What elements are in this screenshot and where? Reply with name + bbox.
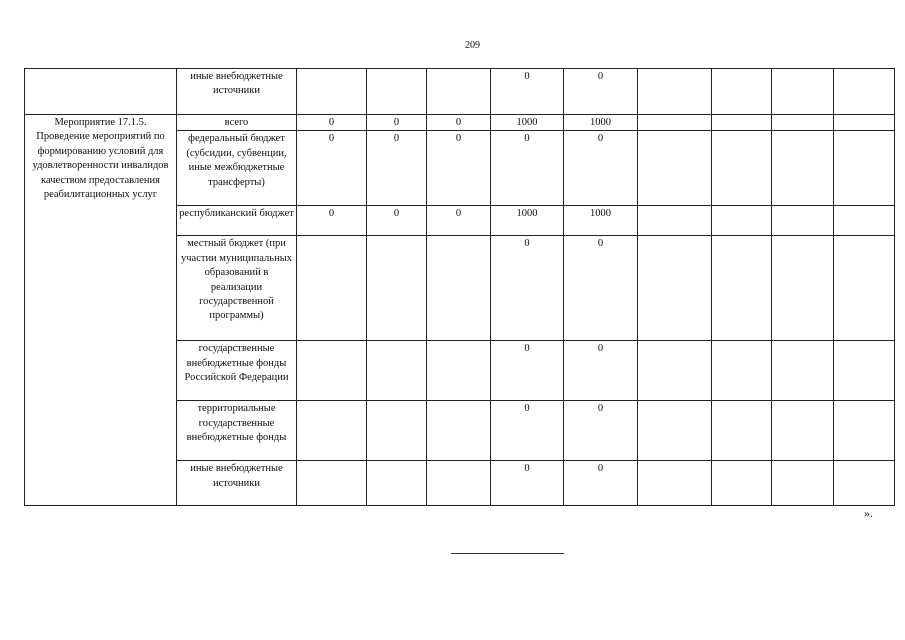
value-cell: 0: [564, 236, 638, 341]
footnote-separator-line: [451, 553, 564, 554]
value-cell: [834, 236, 895, 341]
value-cell: 0: [564, 69, 638, 115]
value-cell: [297, 341, 367, 401]
value-cell: 0: [491, 69, 564, 115]
value-cell: [712, 401, 772, 461]
value-cell: [834, 206, 895, 236]
value-cell: [638, 236, 712, 341]
value-cell: [638, 69, 712, 115]
value-cell: [297, 401, 367, 461]
value-cell: [712, 341, 772, 401]
value-cell: 0: [564, 341, 638, 401]
value-cell: [834, 115, 895, 131]
value-cell: [712, 69, 772, 115]
value-cell: 0: [297, 206, 367, 236]
activity-cell: [25, 69, 177, 115]
value-cell: [427, 69, 491, 115]
value-cell: [427, 461, 491, 506]
value-cell: 0: [491, 341, 564, 401]
value-cell: [772, 401, 834, 461]
value-cell: [297, 236, 367, 341]
closing-quote-mark: ».: [864, 506, 873, 520]
value-cell: [638, 341, 712, 401]
value-cell: 0: [491, 461, 564, 506]
value-cell: [772, 206, 834, 236]
page-number: 209: [465, 40, 480, 51]
value-cell: 1000: [491, 115, 564, 131]
value-cell: 0: [367, 206, 427, 236]
value-cell: [712, 461, 772, 506]
value-cell: [834, 131, 895, 206]
budget-table: [24, 68, 895, 506]
value-cell: [834, 461, 895, 506]
table-row: [25, 69, 895, 115]
value-cell: [772, 461, 834, 506]
value-cell: 0: [564, 461, 638, 506]
value-cell: [712, 206, 772, 236]
value-cell: 0: [297, 131, 367, 206]
value-cell: [297, 461, 367, 506]
value-cell: [367, 401, 427, 461]
funding-source-cell: местный бюджет (при участии муниципальных образований в реализации государственной программы): [177, 236, 297, 341]
value-cell: [772, 236, 834, 341]
value-cell: 0: [427, 131, 491, 206]
value-cell: [712, 115, 772, 131]
funding-source-cell: территориальные государственные внебюджетные фонды: [177, 401, 297, 461]
value-cell: 0: [491, 131, 564, 206]
funding-source-cell: республиканский бюджет: [177, 206, 297, 236]
value-cell: 0: [367, 131, 427, 206]
value-cell: [367, 341, 427, 401]
funding-source-cell: иные внебюджетные источники: [177, 69, 297, 115]
value-cell: [772, 131, 834, 206]
value-cell: [772, 69, 834, 115]
value-cell: 0: [427, 206, 491, 236]
value-cell: [638, 206, 712, 236]
value-cell: [834, 69, 895, 115]
value-cell: [427, 236, 491, 341]
value-cell: 0: [564, 401, 638, 461]
value-cell: 1000: [491, 206, 564, 236]
value-cell: [772, 341, 834, 401]
funding-source-cell: всего: [177, 115, 297, 131]
value-cell: 0: [491, 401, 564, 461]
value-cell: [712, 236, 772, 341]
value-cell: [367, 461, 427, 506]
funding-source-cell: иные внебюджетные источники: [177, 461, 297, 506]
value-cell: 0: [427, 115, 491, 131]
value-cell: [427, 401, 491, 461]
value-cell: [834, 401, 895, 461]
funding-source-cell: государственные внебюджетные фонды Российской Федерации: [177, 341, 297, 401]
value-cell: [638, 115, 712, 131]
value-cell: [772, 115, 834, 131]
value-cell: [638, 461, 712, 506]
funding-source-cell: федеральный бюджет (субсидии, субвенции, иные межбюджетные трансферты): [177, 131, 297, 206]
value-cell: 1000: [564, 115, 638, 131]
activity-name-cell: Мероприятие 17.1.5. Проведение мероприятий по формированию условий для удовлетворенности инвалидов качеством предоставления реабилитационных услуг: [25, 115, 177, 506]
value-cell: [834, 341, 895, 401]
value-cell: [367, 69, 427, 115]
value-cell: 0: [367, 115, 427, 131]
value-cell: [712, 131, 772, 206]
value-cell: 0: [297, 115, 367, 131]
value-cell: 0: [564, 131, 638, 206]
value-cell: [638, 401, 712, 461]
value-cell: [427, 341, 491, 401]
value-cell: 1000: [564, 206, 638, 236]
value-cell: [638, 131, 712, 206]
value-cell: 0: [491, 236, 564, 341]
table-row: [25, 115, 895, 131]
value-cell: [367, 236, 427, 341]
value-cell: [297, 69, 367, 115]
